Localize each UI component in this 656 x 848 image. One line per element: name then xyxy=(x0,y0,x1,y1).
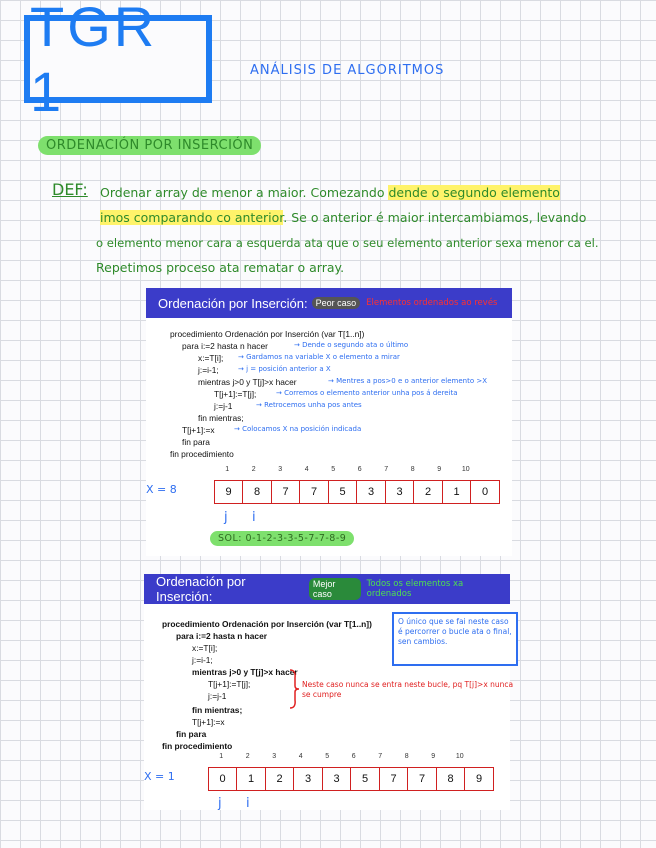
worst-code-line-3: x:=T[i]; xyxy=(198,353,224,363)
worst-index: 6 xyxy=(357,466,362,473)
best-index: 10 xyxy=(455,753,464,760)
best-array-cell: 1 xyxy=(236,767,266,791)
worst-array-cell: 3 xyxy=(385,480,415,504)
best-code-line-5: mientras j>0 y T[j]>x hacer xyxy=(192,667,298,677)
best-code-line-9: T[j+1]:=x xyxy=(192,717,225,727)
best-array-cell: 7 xyxy=(379,767,409,791)
section-heading: ORDENACIÓN POR INSERCIÓN xyxy=(38,136,261,155)
worst-j-marker: j xyxy=(224,510,228,525)
worst-code-line-9: T[j+1]:=x xyxy=(182,425,215,435)
worst-array-cell: 3 xyxy=(356,480,386,504)
worst-case-slide xyxy=(146,288,512,556)
best-array-cell: 7 xyxy=(407,767,437,791)
best-code-line-1: procedimiento Ordenación por Inserción (var T[1..n]) xyxy=(162,619,372,629)
best-code-line-11: fin procedimiento xyxy=(162,741,233,751)
definition-line-4: Repetimos proceso ata rematar o array. xyxy=(96,260,345,275)
worst-code-line-2: para i:=2 hasta n hacer xyxy=(182,341,268,351)
best-index: 7 xyxy=(378,753,383,760)
best-array-cell: 3 xyxy=(322,767,352,791)
worst-array-cell: 5 xyxy=(328,480,358,504)
worst-array-cell: 1 xyxy=(442,480,472,504)
best-array-cell: 0 xyxy=(208,767,238,791)
worst-note-6: → Retrocemos unha pos antes xyxy=(256,401,362,409)
worst-note-7: → Colocamos X na posición indicada xyxy=(234,425,362,433)
best-index: 4 xyxy=(298,753,303,760)
worst-array-cell: 2 xyxy=(413,480,443,504)
worst-array xyxy=(215,480,500,504)
best-code-line-6: T[j+1]:=T[j]; xyxy=(208,679,251,689)
best-loop-note: Neste caso nunca se entra neste bucle, pq T[j]>x nunca se cumpre xyxy=(302,680,514,699)
worst-array-cell: 9 xyxy=(214,480,244,504)
worst-array-cell: 7 xyxy=(271,480,301,504)
worst-array-cell: 0 xyxy=(470,480,500,504)
worst-code-line-6: T[j+1]:=T[j]; xyxy=(214,389,257,399)
best-index: 1 xyxy=(219,753,224,760)
best-array-cell: 2 xyxy=(265,767,295,791)
worst-code-line-10: fin para xyxy=(182,437,210,447)
best-index: 9 xyxy=(431,753,436,760)
worst-index: 3 xyxy=(278,466,283,473)
best-case-header xyxy=(144,574,510,604)
worst-index: 10 xyxy=(461,466,470,473)
definition-highlight: imos comparando co anterior xyxy=(100,210,284,225)
worst-i-marker: i xyxy=(252,510,256,525)
best-loop-brace xyxy=(288,668,300,710)
worst-index: 1 xyxy=(225,466,230,473)
best-array-cell: 5 xyxy=(350,767,380,791)
best-case-title: Ordenación por Inserción: xyxy=(156,574,246,604)
worst-code-line-1: procedimiento Ordenación por Inserción (var T[1..n]) xyxy=(170,329,365,339)
worst-array-cell: 7 xyxy=(299,480,329,504)
best-index: 8 xyxy=(404,753,409,760)
best-case-box-note: O único que se fai neste caso é percorrer o bucle ata o final, sen cambios. xyxy=(392,612,518,666)
definition-line-1: Ordenar array de menor a maior. Comezando dende o segundo elemento xyxy=(100,185,560,200)
best-index: 3 xyxy=(272,753,277,760)
worst-index: 9 xyxy=(437,466,442,473)
best-array-cell: 8 xyxy=(436,767,466,791)
best-index: 6 xyxy=(351,753,356,760)
worst-index: 2 xyxy=(251,466,256,473)
worst-code-line-7: j:=j-1 xyxy=(214,401,233,411)
worst-note-3: → j = posición anterior a X xyxy=(238,365,331,373)
definition-highlight: dende o segundo elemento xyxy=(388,185,560,200)
worst-index: 4 xyxy=(304,466,309,473)
worst-x-label: X = 8 xyxy=(146,483,177,496)
best-case-badge: Mejor caso xyxy=(309,578,361,600)
worst-index: 7 xyxy=(384,466,389,473)
worst-array-cell: 8 xyxy=(242,480,272,504)
worst-note-5: → Corremos o elemento anterior unha pos á dereita xyxy=(276,389,458,397)
best-code-line-3: x:=T[i]; xyxy=(192,643,218,653)
best-array-cell: 3 xyxy=(293,767,323,791)
best-index-row xyxy=(208,753,473,760)
worst-case-badge: Peor caso xyxy=(312,297,361,309)
best-code-line-4: j:=i-1; xyxy=(192,655,213,665)
worst-case-badge-note: Elementos ordenados ao revés xyxy=(366,298,498,308)
title-box xyxy=(24,0,212,123)
worst-index-row xyxy=(214,466,479,473)
worst-note-4: → Mentres a pos>0 e o anterior elemento >X xyxy=(328,377,488,385)
best-code-line-2: para i:=2 hasta n hacer xyxy=(176,631,268,641)
best-array xyxy=(209,767,494,791)
best-x-label: X = 1 xyxy=(144,770,175,783)
worst-code-line-8: fin mientras; xyxy=(198,413,244,423)
worst-code-line-4: j:=i-1; xyxy=(198,365,219,375)
definition-label: DEF: xyxy=(52,180,88,199)
best-array-cell: 9 xyxy=(464,767,494,791)
page-subtitle: ANÁLISIS DE ALGORITMOS xyxy=(250,63,445,78)
best-code-line-7: j:=j-1 xyxy=(208,691,227,701)
best-index: 2 xyxy=(245,753,250,760)
page-title: TGR 1 xyxy=(30,0,158,123)
best-case-badge-note: Todos os elementos xa ordenados xyxy=(366,579,464,599)
worst-note-2: → Gardamos na variable X o elemento a mirar xyxy=(238,353,400,361)
worst-note-1: → Dende o segundo ata o último xyxy=(294,341,409,349)
worst-solution: SOL: 0-1-2-3-3-5-7-7-8-9 xyxy=(210,531,354,546)
best-code-line-10: fin para xyxy=(176,729,207,739)
best-j-marker: j xyxy=(218,796,222,811)
best-code-line-8: fin mientras; xyxy=(192,705,243,715)
definition-line-3: o elemento menor cara a esquerda ata que o seu elemento anterior sexa menor ca el. xyxy=(96,236,599,250)
worst-index: 8 xyxy=(410,466,415,473)
worst-code-line-11: fin procedimiento xyxy=(170,449,234,459)
best-i-marker: i xyxy=(246,796,250,811)
worst-code-line-5: mientras j>0 y T[j]>x hacer xyxy=(198,377,297,387)
worst-case-header xyxy=(146,288,512,318)
best-index: 5 xyxy=(325,753,330,760)
definition-line-2: imos comparando co anterior. Se o anterior é maior intercambiamos, levando xyxy=(100,210,587,225)
worst-index: 5 xyxy=(331,466,336,473)
worst-case-title: Ordenación por Inserción: xyxy=(158,295,308,311)
